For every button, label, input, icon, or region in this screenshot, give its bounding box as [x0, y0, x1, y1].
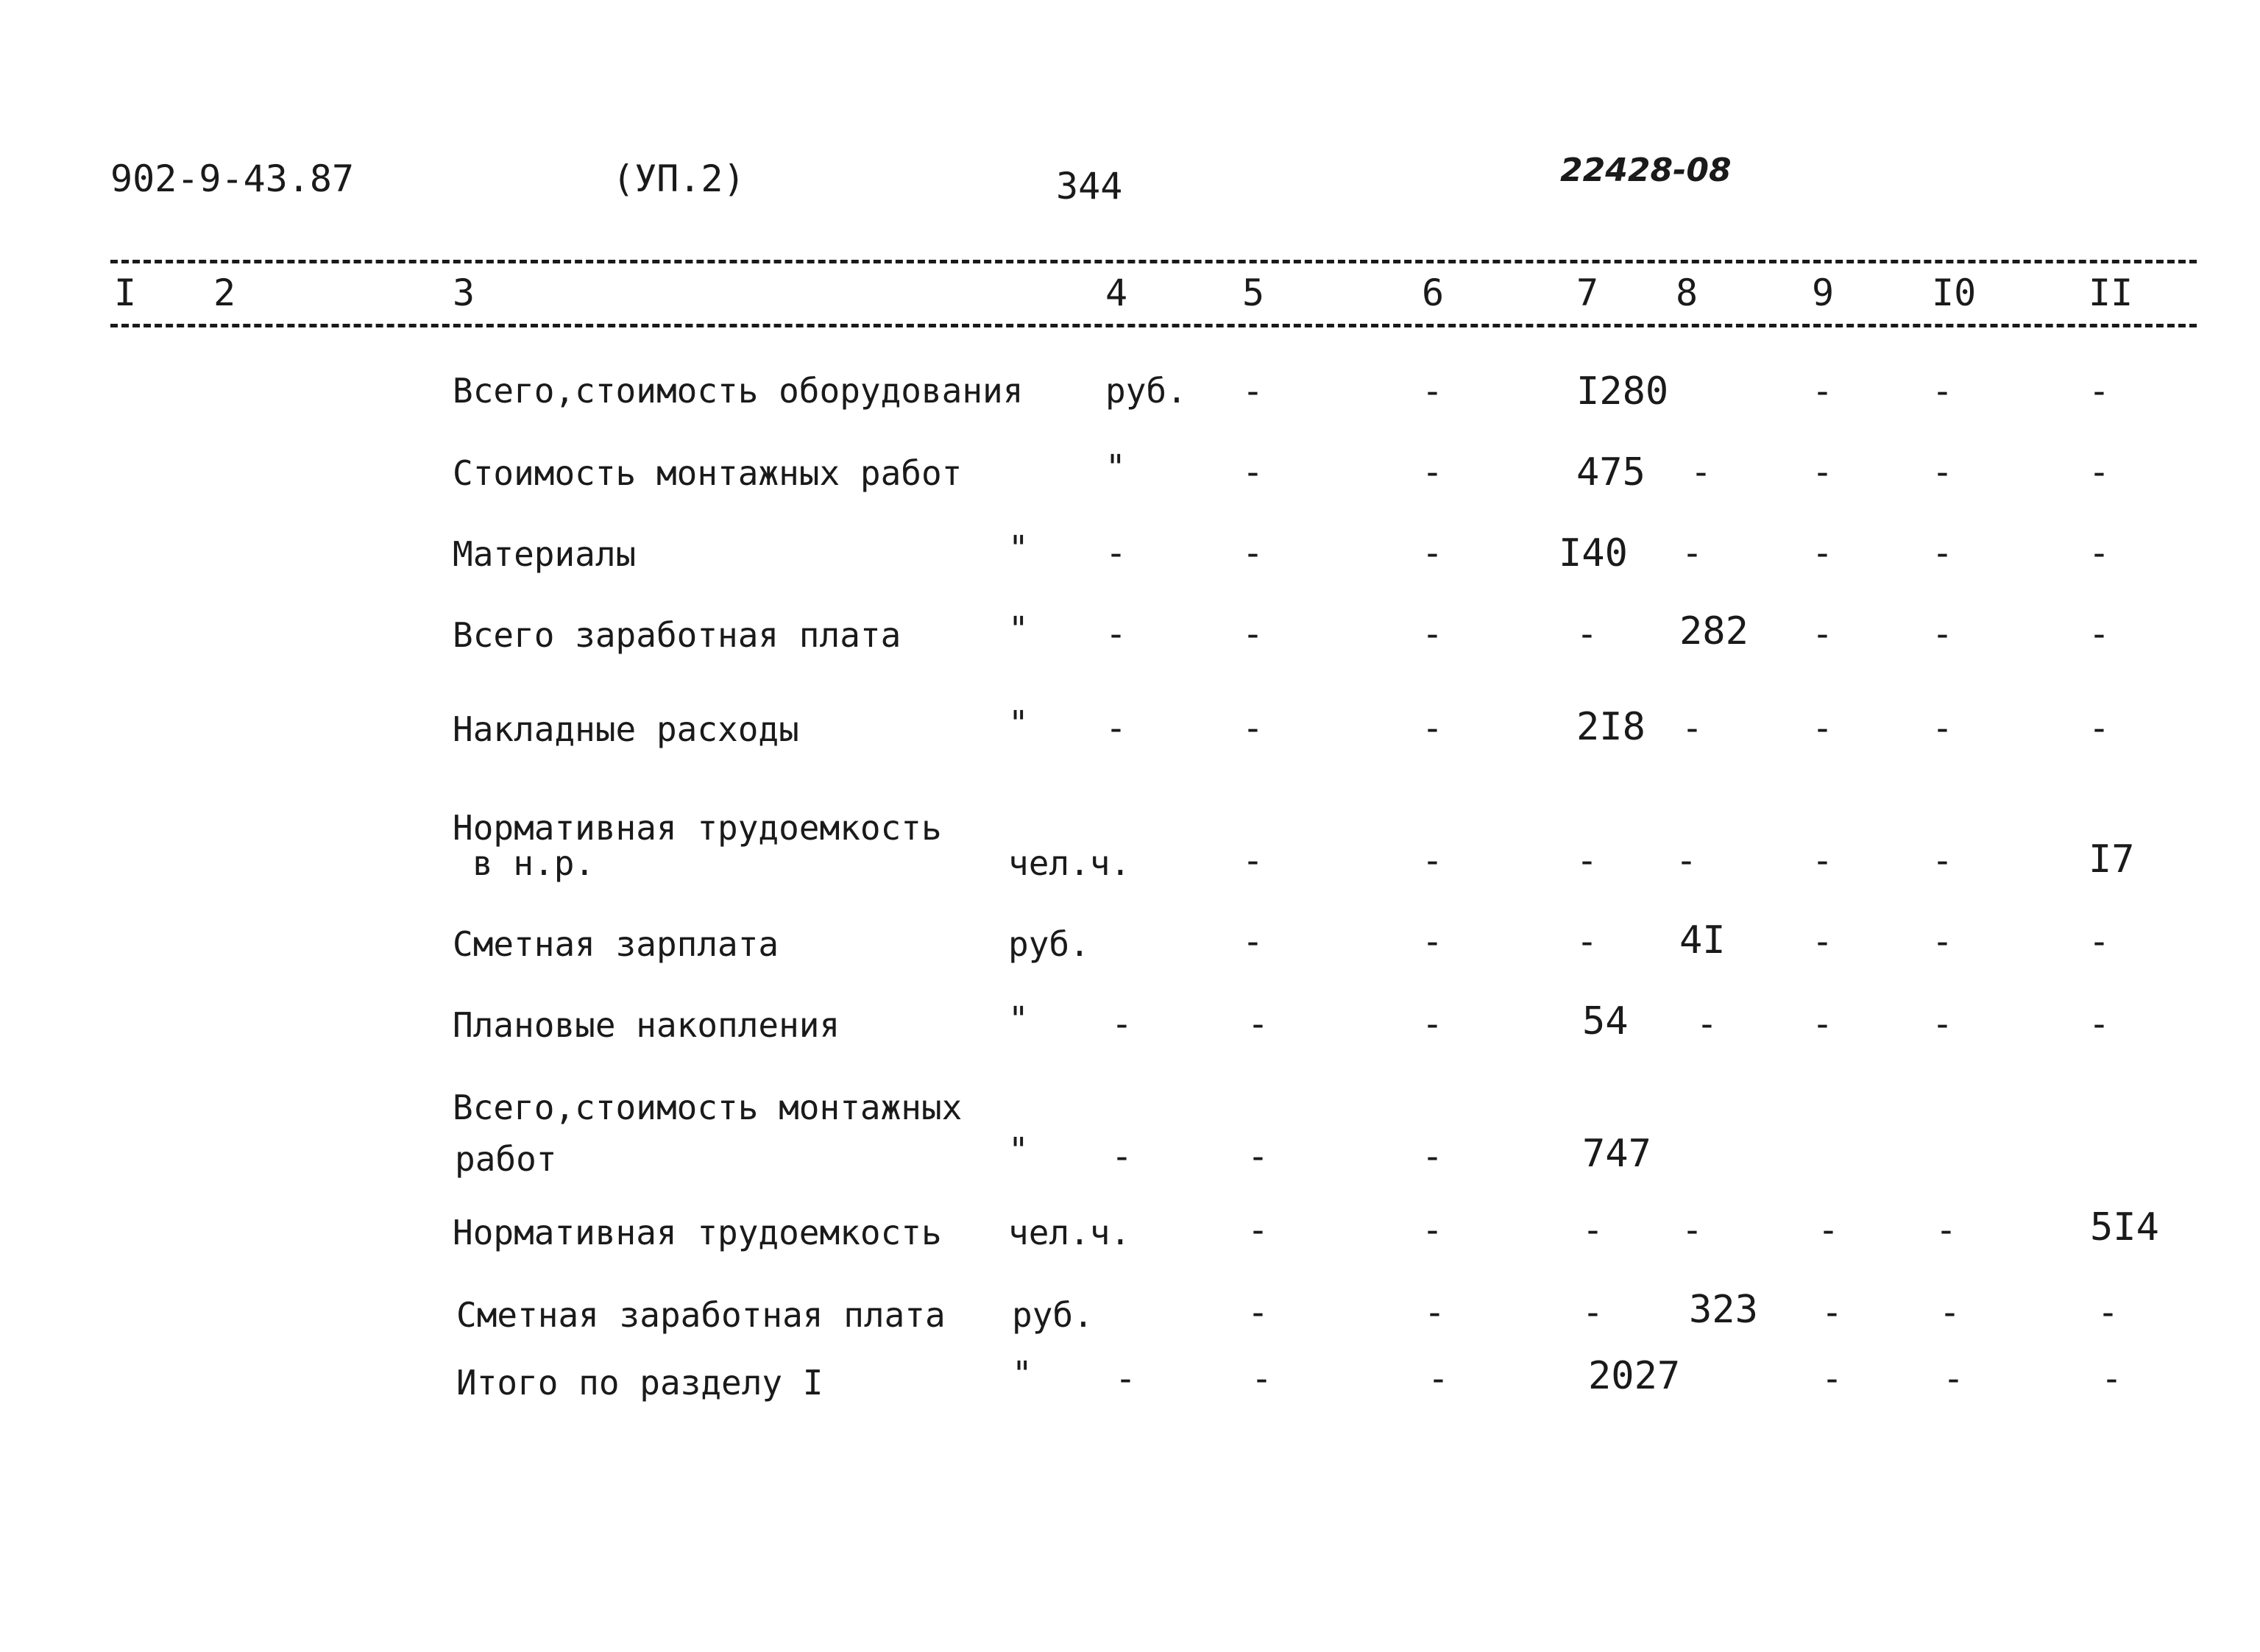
row-cell: 2I8	[1576, 705, 1646, 749]
row-unit: чел.ч.	[1008, 1213, 1131, 1252]
row-cell: -	[1115, 1358, 1136, 1400]
row-cell: -	[1696, 1004, 1718, 1045]
row-cell: 4I	[1679, 918, 1726, 963]
header-rule-bottom	[110, 324, 2197, 327]
row-cell: I7	[2089, 837, 2135, 882]
row-cell: -	[1247, 1292, 1269, 1333]
row-cell: -	[1932, 840, 1953, 882]
row-cell: -	[1932, 1004, 1953, 1045]
row-label: Всего заработная плата	[453, 615, 901, 655]
row-cell: -	[1818, 1210, 1839, 1251]
column-number: 4	[1105, 272, 1128, 314]
column-number: 8	[1676, 272, 1698, 314]
row-cell: -	[2089, 452, 2110, 493]
row-label: Накладные расходы	[453, 709, 799, 749]
row-cell: -	[1812, 371, 1833, 412]
row-cell: -	[1105, 708, 1127, 749]
page-number: 344	[1056, 165, 1123, 208]
row-label: Стоимость монтажных работ	[453, 453, 963, 493]
row-cell: -	[1812, 921, 1833, 963]
row-unit: "	[1008, 703, 1029, 743]
row-cell: -	[1422, 1210, 1443, 1251]
row-cell: -	[2101, 1358, 2122, 1400]
row-cell: -	[1812, 840, 1833, 882]
row-cell: 747	[1582, 1132, 1651, 1176]
row-cell: -	[1682, 708, 1703, 749]
row-cell: -	[1247, 1136, 1269, 1177]
row-cell: -	[1422, 452, 1443, 493]
row-cell: -	[1676, 840, 1697, 882]
row-cell: -	[2089, 614, 2110, 655]
row-unit: "	[1012, 1354, 1032, 1394]
row-unit: руб.	[1012, 1295, 1094, 1335]
row-cell: -	[1812, 1004, 1833, 1045]
row-unit: "	[1008, 1130, 1029, 1170]
row-cell: -	[1242, 452, 1264, 493]
row-cell: 323	[1689, 1288, 1758, 1332]
album-label: (УП.2)	[612, 157, 745, 200]
row-cell: 282	[1679, 609, 1749, 653]
row-cell: -	[1422, 1136, 1443, 1177]
column-number: 2	[213, 272, 236, 314]
column-number: 5	[1242, 272, 1265, 314]
row-cell: -	[1242, 614, 1264, 655]
row-cell: -	[1943, 1358, 1964, 1400]
row-cell: -	[1422, 708, 1443, 749]
row-cell: -	[1247, 1210, 1269, 1251]
column-number: 7	[1576, 272, 1599, 314]
row-label: Сметная заработная плата	[456, 1295, 946, 1335]
row-cell: -	[2089, 708, 2110, 749]
row-unit: руб.	[1008, 924, 1090, 964]
column-number: I	[114, 272, 137, 314]
row-label: Нормативная трудоемкость	[453, 808, 942, 848]
row-cell: -	[1582, 1210, 1604, 1251]
row-unit: "	[1008, 609, 1029, 649]
row-cell: -	[1422, 1004, 1443, 1045]
row-cell: -	[1932, 452, 1953, 493]
row-cell: -	[1812, 708, 1833, 749]
row-label: Всего,стоимость оборудования	[453, 371, 1024, 411]
row-unit: руб.	[1105, 371, 1187, 411]
row-cell: -	[1242, 708, 1264, 749]
column-number: 9	[1812, 272, 1835, 314]
row-cell: -	[1821, 1358, 1843, 1400]
row-cell: 5I4	[2090, 1205, 2159, 1249]
row-cell: -	[1932, 533, 1953, 574]
row-cell: -	[1242, 840, 1264, 882]
row-unit: "	[1008, 528, 1029, 568]
row-cell: -	[1939, 1292, 1960, 1333]
column-number: 3	[453, 272, 475, 314]
row-unit: "	[1105, 447, 1126, 487]
row-cell: -	[1422, 533, 1443, 574]
row-cell: -	[1682, 1210, 1703, 1251]
row-cell: -	[1932, 614, 1953, 655]
row-cell: -	[1242, 921, 1264, 963]
row-cell: -	[1242, 371, 1264, 412]
row-label: Плановые накопления	[453, 1005, 840, 1045]
row-label-continued: работ	[455, 1139, 557, 1179]
row-cell: -	[1576, 921, 1598, 963]
column-number: 6	[1422, 272, 1445, 314]
row-cell: -	[1821, 1292, 1843, 1333]
row-cell: -	[2089, 1004, 2110, 1045]
row-cell: 475	[1576, 450, 1646, 494]
row-cell: -	[2089, 921, 2110, 963]
row-cell: -	[1576, 614, 1598, 655]
row-label: Нормативная трудоемкость	[453, 1213, 942, 1252]
row-unit: "	[1008, 999, 1029, 1039]
row-cell: -	[1428, 1358, 1449, 1400]
row-cell: -	[1932, 921, 1953, 963]
row-cell: -	[1576, 840, 1598, 882]
row-cell: I40	[1559, 531, 1628, 575]
row-cell: -	[2089, 533, 2110, 574]
handwritten-number: 22428-08	[1560, 152, 1732, 189]
row-cell: -	[1932, 371, 1953, 412]
row-cell: -	[1111, 1136, 1133, 1177]
row-cell: -	[1111, 1004, 1133, 1045]
row-label: Материалы	[453, 534, 637, 574]
row-cell: -	[1251, 1358, 1272, 1400]
row-cell: -	[1242, 533, 1264, 574]
row-cell: 54	[1582, 999, 1629, 1043]
row-cell: -	[2097, 1292, 2119, 1333]
row-cell: -	[1812, 533, 1833, 574]
row-cell: -	[1422, 371, 1443, 412]
header-rule-top	[110, 260, 2197, 263]
row-cell: -	[1422, 840, 1443, 882]
row-cell: -	[1812, 452, 1833, 493]
row-cell: -	[1690, 452, 1712, 493]
row-unit: чел.ч.	[1008, 843, 1131, 883]
row-cell: -	[1424, 1292, 1445, 1333]
row-cell: -	[1682, 533, 1703, 574]
row-label: Сметная зарплата	[453, 924, 779, 964]
document-number: 902-9-43.87	[110, 157, 355, 200]
row-label: Итого по разделу I	[456, 1363, 823, 1403]
column-number: II	[2089, 272, 2133, 314]
row-cell: -	[1422, 614, 1443, 655]
row-cell: -	[1932, 708, 1953, 749]
row-cell: -	[1105, 614, 1127, 655]
row-label-continued: в н.р.	[472, 843, 595, 883]
row-cell: -	[1812, 614, 1833, 655]
row-cell: I280	[1576, 369, 1669, 414]
row-cell: -	[1935, 1210, 1957, 1251]
row-cell: -	[2089, 371, 2110, 412]
row-cell: -	[1422, 921, 1443, 963]
row-cell: -	[1582, 1292, 1604, 1333]
row-cell: 2027	[1588, 1354, 1681, 1398]
column-number: I0	[1932, 272, 1977, 314]
row-cell: -	[1247, 1004, 1269, 1045]
row-cell: -	[1105, 533, 1127, 574]
row-label: Всего,стоимость монтажных	[453, 1088, 963, 1127]
